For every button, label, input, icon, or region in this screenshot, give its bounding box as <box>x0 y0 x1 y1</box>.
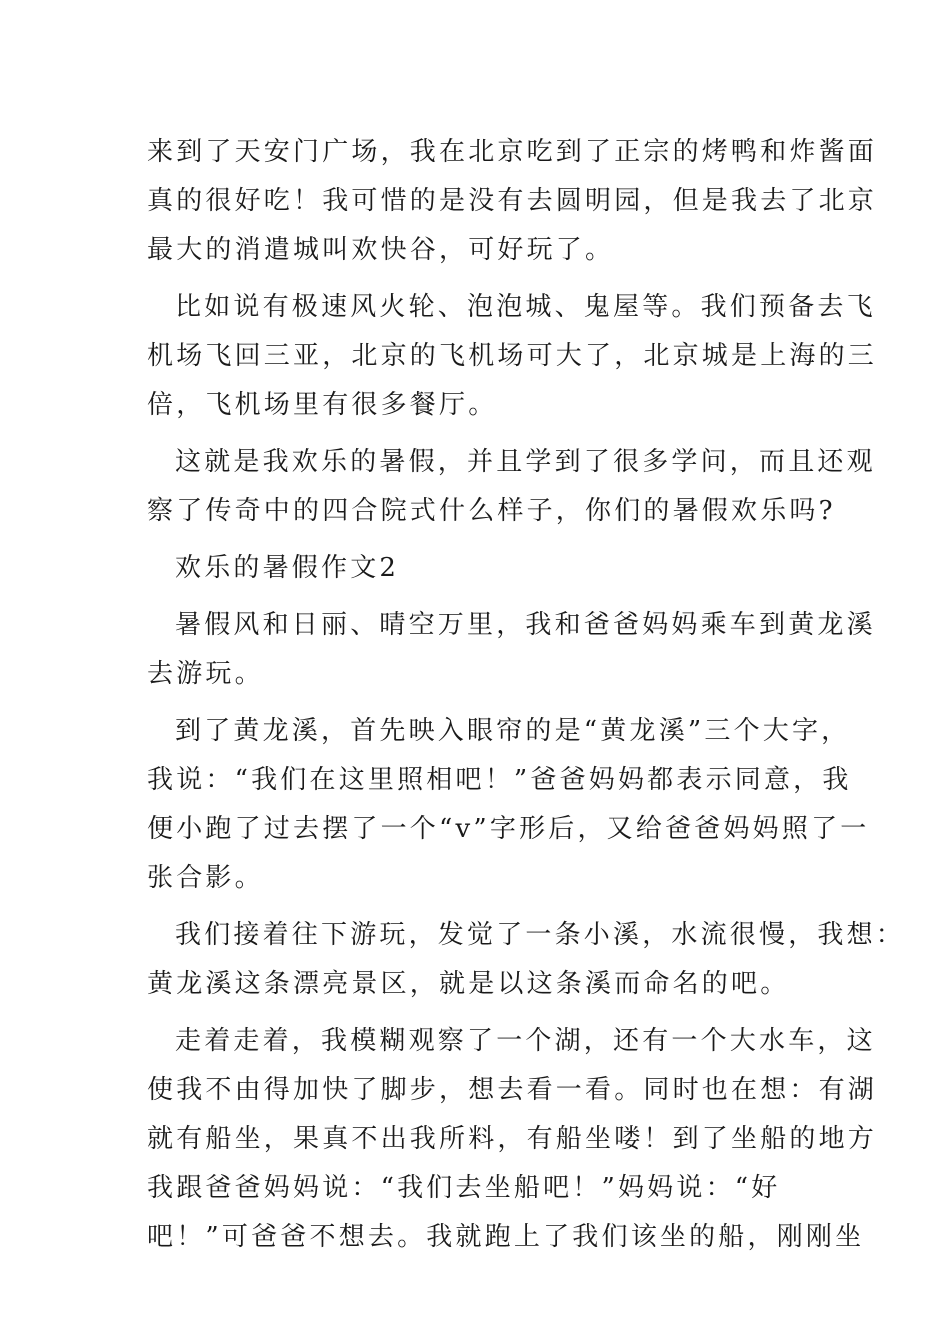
paragraph-start-line: 暑假风和日丽、晴空万里，我和爸爸妈妈乘车到黄龙溪 <box>175 610 876 640</box>
text-line: 我跟爸爸妈妈说：“我们去坐船吧！”妈妈说：“好 <box>147 1173 781 1203</box>
paragraph-start-line: 比如说有极速风火轮、泡泡城、鬼屋等。我们预备去飞 <box>175 292 876 322</box>
text-line: 真的很好吃！我可惜的是没有去圆明园，但是我去了北京 <box>147 186 878 216</box>
text-line: 黄龙溪这条漂亮景区，就是以这条溪而命名的吧。 <box>147 969 790 999</box>
text-line: 最大的消遣城叫欢快谷，可好玩了。 <box>147 235 615 265</box>
paragraph-start-line: 这就是我欢乐的暑假，并且学到了很多学问，而且还观 <box>175 447 876 477</box>
text-line: 就有船坐，果真不出我所料，有船坐喽！到了坐船的地方 <box>147 1124 878 1154</box>
text-line: 察了传奇中的四合院式什么样子，你们的暑假欢乐吗? <box>147 496 836 526</box>
paragraph-start-line: 走着走着，我模糊观察了一个湖，还有一个大水车，这 <box>175 1026 876 1056</box>
text-line: 使我不由得加快了脚步，想去看一看。同时也在想：有湖 <box>147 1075 878 1105</box>
text-line: 倍，飞机场里有很多餐厅。 <box>147 390 498 420</box>
text-line: 我说：“我们在这里照相吧！”爸爸妈妈都表示同意，我 <box>147 765 852 795</box>
text-line: 吧！”可爸爸不想去。我就跑上了我们该坐的船，刚刚坐 <box>147 1222 865 1252</box>
text-line: 机场飞回三亚，北京的飞机场可大了，北京城是上海的三 <box>147 341 878 371</box>
section-heading: 欢乐的暑假作文2 <box>175 553 400 583</box>
paragraph-start-line: 我们接着往下游玩，发觉了一条小溪，水流很慢，我想： <box>175 920 906 950</box>
paragraph-start-line: 到了黄龙溪，首先映入眼帘的是“黄龙溪”三个大字， <box>175 716 851 746</box>
document-body <box>147 128 906 1262</box>
text-line: 张合影。 <box>147 863 264 893</box>
text-line: 去游玩。 <box>147 659 264 689</box>
text-line: 便小跑了过去摆了一个“v”字形后，又给爸爸妈妈照了一 <box>147 814 870 844</box>
text-line: 来到了天安门广场，我在北京吃到了正宗的烤鸭和炸酱面 <box>147 137 878 167</box>
